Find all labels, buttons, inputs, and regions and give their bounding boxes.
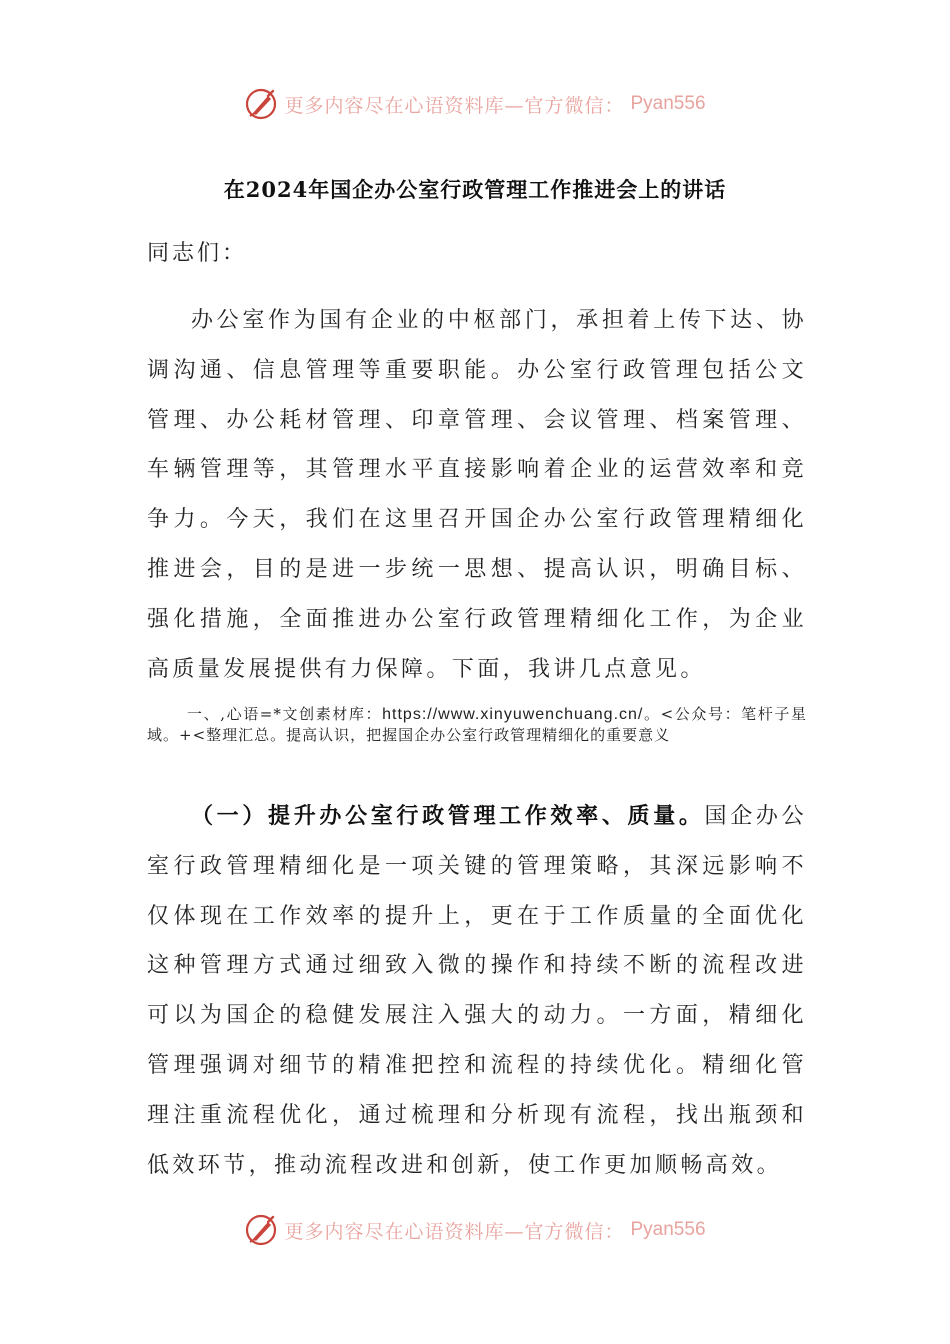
watermark-text: 更多内容尽在心语资料库—官方微信： [284,1220,625,1243]
body-paragraph: 办公室作为国有企业的中枢部门，承担着上传下达、协调沟通、信息管理等重要职能。办公室行政管理包括公文管理、办公耗材管理、印章管理、会议管理、档案管理、车辆管理等，其管理水平直接影响着企业的运营效率和竞争力。今天，我们在这里召开国企办公室行政管理精细化推进会，目的是进一步统一思想、提高认识，明确目标、强化措施，全面推进办公室行政管理精细化工作，为企业高质量发展提供有力保障。下面，我讲几点意见。 [147,308,807,682]
watermark-header [0,80,950,128]
quill-logo-icon [244,1213,278,1247]
watermark-text: 更多内容尽在心语资料库—官方微信： [284,94,625,117]
note-prefix: 一、,心语=*文创素材库： [187,705,383,723]
section-body-text: 国企办公室行政管理精细化是一项关键的管理策略，其深远影响不仅体现在工作效率的提升上，更在于工作质量的全面优化这种管理方式通过细致入微的操作和持续不断的流程改进可以为国企的稳健发展注入强大的动力。一方面，精细化管理强调对细节的精准把控和流程的持续优化。精细化管理注重流程优化，通过梳理和分析现有流程，找出瓶颈和低效环节，推动流程改进和创新，使工作更加顺畅高效。 [147,804,807,1178]
section-subheading: （一）提升办公室行政管理工作效率、质量。 [191,803,705,829]
quill-logo-icon [244,87,278,121]
note-suffix: 。<公众号：笔杆子星域。+<整理汇总。提高认识，把握国企办公室行政管理精细化的重要意义 [147,705,807,744]
watermark-footer [0,1206,950,1254]
watermark-wechat-id: Pyan556 [630,93,706,114]
document-title: 在2024年国企办公室行政管理工作推进会上的讲话 [223,177,727,202]
watermark-wechat-id: Pyan556 [630,1219,706,1240]
inserted-note [147,704,807,746]
section-paragraph [147,792,807,1190]
salutation: 同志们： [147,241,248,266]
note-url: https://www.xinyuwenchuang.cn/ [382,706,644,723]
